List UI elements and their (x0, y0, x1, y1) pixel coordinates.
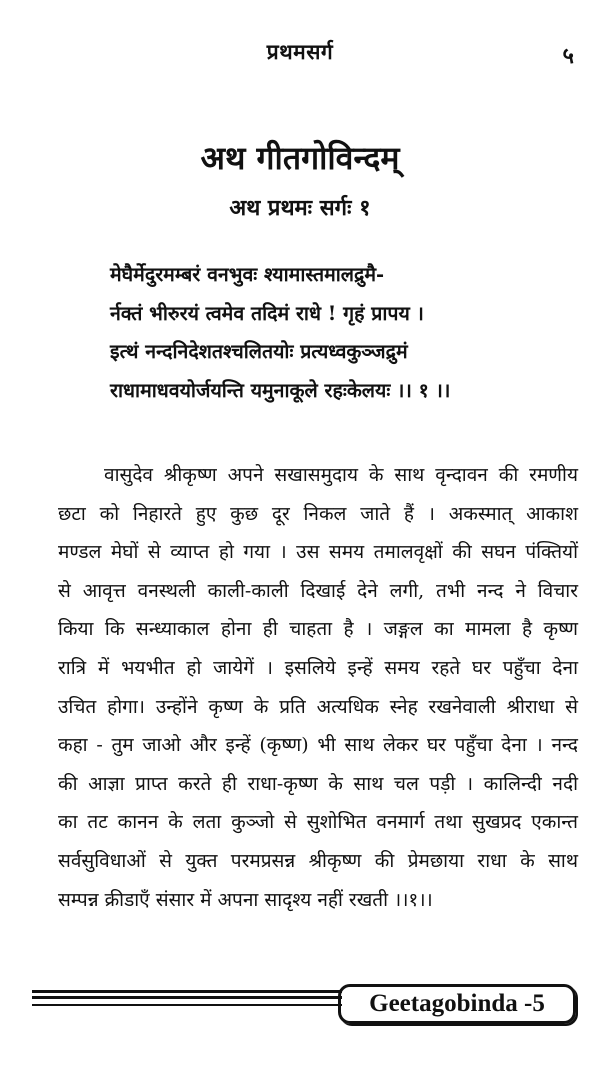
prose-line: रात्रि में भयभीत हो जायेगें । इसलिये इन्हें समय रहते घर पहुँचा देना (58, 656, 578, 679)
prose-line: का तट कानन के लता कुञ्जो से सुशोभित वनमार्ग तथा सुखप्रद एकान्त (58, 811, 578, 834)
prose-line: वासुदेव श्रीकृष्ण अपने सखासमुदाय के साथ वृन्दावन की रमणीय (104, 464, 578, 486)
prose-line: किया कि सन्ध्याकाल होना ही चाहता है । जङ्गल का मामला है कृष्ण (58, 618, 578, 641)
prose-line: कहा - तुम जाओ और इन्हें (कृष्ण) भी साथ लेकर घर पहुँचा देना । नन्द (58, 734, 578, 757)
sanskrit-verse (110, 256, 580, 410)
prose-line: छटा को निहारते हुए कुछ दूर निकल जाते हैं । अकस्मात् आकाश (58, 502, 578, 525)
footer-double-rule (32, 990, 342, 999)
footer-label: Geetagobinda -5 (338, 984, 576, 1024)
running-header (0, 38, 600, 78)
prose-line: मण्डल मेघों से व्याप्त हो गया । उस समय तमालवृक्षों की सघन पंक्तियों (58, 541, 578, 564)
verse-line: राधामाधवयोर्जयन्ति यमुनाकूले रहःकेलयः ।। १ ।। (110, 378, 451, 402)
verse-line: र्नक्तं भीरुरयं त्वमेव तदिमं राधे ! गृहं प्रापय । (110, 301, 424, 325)
page-title: अथ गीतगोविन्दम् (200, 139, 400, 177)
prose-line: की आज्ञा प्राप्त करते ही राधा-कृष्ण के साथ चल पड़ी । कालिन्दी नदी (58, 772, 578, 795)
prose-line: से आवृत्त वनस्थली काली-काली दिखाई देने लगी, तभी नन्द ने विचार (58, 579, 578, 602)
prose-line: सम्पन्न क्रीडाएँ संसार में अपना सादृश्य नहीं रखती ।।१।। (58, 888, 433, 911)
page-number: ५ (562, 43, 574, 69)
page-footer (0, 980, 600, 1030)
prose-line: उचित होगा। उन्होंने कृष्ण के प्रति अत्यधिक स्नेह रखनेवाली श्रीराधा से (58, 695, 578, 718)
verse-line: मेघैर्मेदुरमम्बरं वनभुवः श्यामास्तमालद्रुमै- (110, 263, 385, 286)
hindi-commentary (58, 456, 578, 919)
footer-rule (32, 1004, 342, 1006)
chapter-subtitle: अथ प्रथमः सर्गः १ (229, 195, 371, 221)
verse-line: इत्थं नन्दनिदेशतश्चलितयोः प्रत्यध्वकुञ्जद्रुमं (110, 340, 408, 363)
running-title: प्रथमसर्ग (266, 39, 334, 64)
prose-line: सर्वसुविधाओं से युक्त परमप्रसन्न श्रीकृष्ण की प्रेमछाया राधा के साथ (58, 849, 578, 872)
